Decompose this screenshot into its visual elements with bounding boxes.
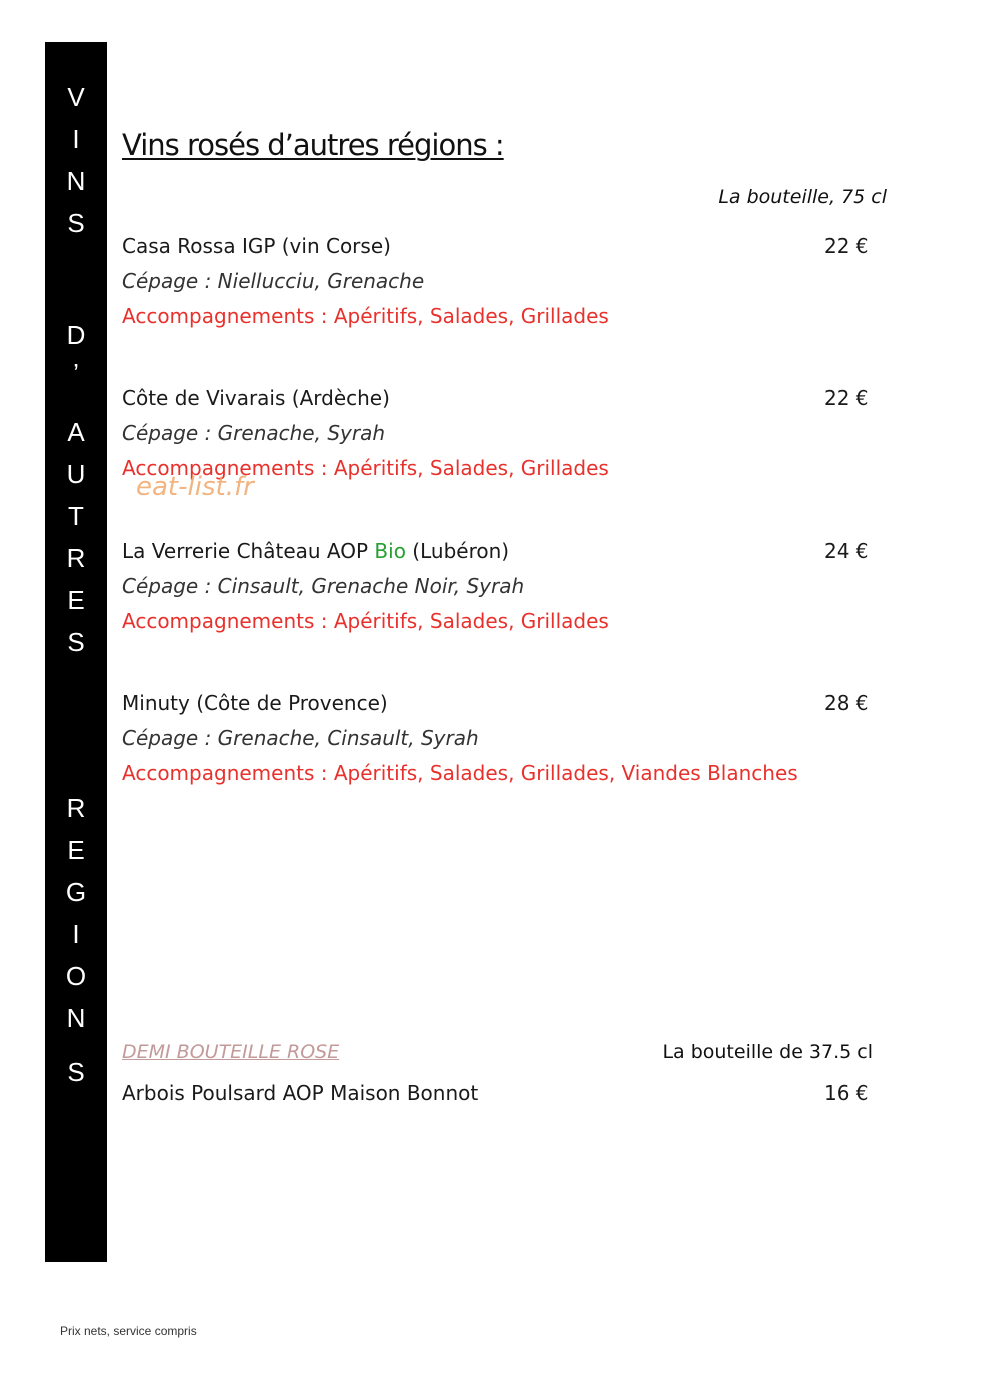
demi-wine-name: Arbois Poulsard AOP Maison Bonnot [122, 1081, 479, 1105]
wine-price: 22 € [824, 386, 869, 410]
wine-name: Casa Rossa IGP (vin Corse) [122, 234, 391, 258]
wine-name-part: La Verrerie Château AOP [122, 539, 375, 563]
sidebar-letter: A [67, 417, 85, 447]
wine-pairing: Accompagnements : Apéritifs, Salades, Grillades [122, 609, 609, 633]
demi-unit-label: La bouteille de 37.5 cl [662, 1041, 873, 1063]
sidebar-letter: N [66, 166, 86, 196]
demi-wine-price: 16 € [824, 1081, 869, 1105]
sidebar-letter: V [67, 82, 85, 112]
wine-name: Côte de Vivarais (Ardèche) [122, 386, 390, 410]
wine-grape: Cépage : Grenache, Syrah [122, 421, 386, 445]
sidebar-letter: U [66, 459, 86, 489]
sidebar-letter: G [65, 877, 87, 907]
wine-pairing: Accompagnements : Apéritifs, Salades, Grillades, Viandes Blanches [122, 761, 798, 785]
wine-name: Minuty (Côte de Provence) [122, 691, 388, 715]
wine-price: 22 € [824, 234, 869, 258]
wine-name [122, 539, 509, 563]
wine-price: 24 € [824, 539, 869, 563]
sidebar-letter: D [66, 320, 86, 350]
sidebar-letter: I [72, 919, 80, 949]
sidebar-letter: O [65, 961, 87, 991]
demi-bouteille-heading: DEMI BOUTEILLE ROSE [122, 1041, 340, 1063]
sidebar-letter: ’ [73, 358, 79, 388]
wine-grape: Cépage : Grenache, Cinsault, Syrah [122, 726, 479, 750]
wine-name-part: (Lubéron) [405, 539, 510, 563]
wine-grape: Cépage : Niellucciu, Grenache [122, 269, 425, 293]
sidebar-letter: I [72, 124, 80, 154]
page-title: Vins rosés d’autres régions : [122, 128, 504, 162]
wine-pairing: Accompagnements : Apéritifs, Salades, Grillades [122, 304, 609, 328]
sidebar-letter: S [67, 208, 85, 238]
sidebar-letter: N [66, 1003, 86, 1033]
sidebar-letter: S [67, 627, 85, 657]
wine-grape: Cépage : Cinsault, Grenache Noir, Syrah [122, 574, 525, 598]
wine-price: 28 € [824, 691, 869, 715]
footer-note: Prix nets, service compris [60, 1324, 197, 1338]
bio-label: Bio [374, 539, 406, 563]
sidebar-letter: R [66, 793, 86, 823]
sidebar-letter: T [68, 501, 84, 531]
watermark: eat-list.fr [136, 472, 254, 502]
sidebar-letter: R [66, 543, 86, 573]
wine-pairing: Accompagnements : Apéritifs, Salades, Grillades [122, 456, 609, 480]
sidebar-letter: E [67, 585, 85, 615]
sidebar-letter: E [67, 835, 85, 865]
bottle-unit-label: La bouteille, 75 cl [718, 186, 887, 208]
vertical-sidebar-banner [45, 42, 107, 1262]
sidebar-letter: S [67, 1057, 85, 1087]
